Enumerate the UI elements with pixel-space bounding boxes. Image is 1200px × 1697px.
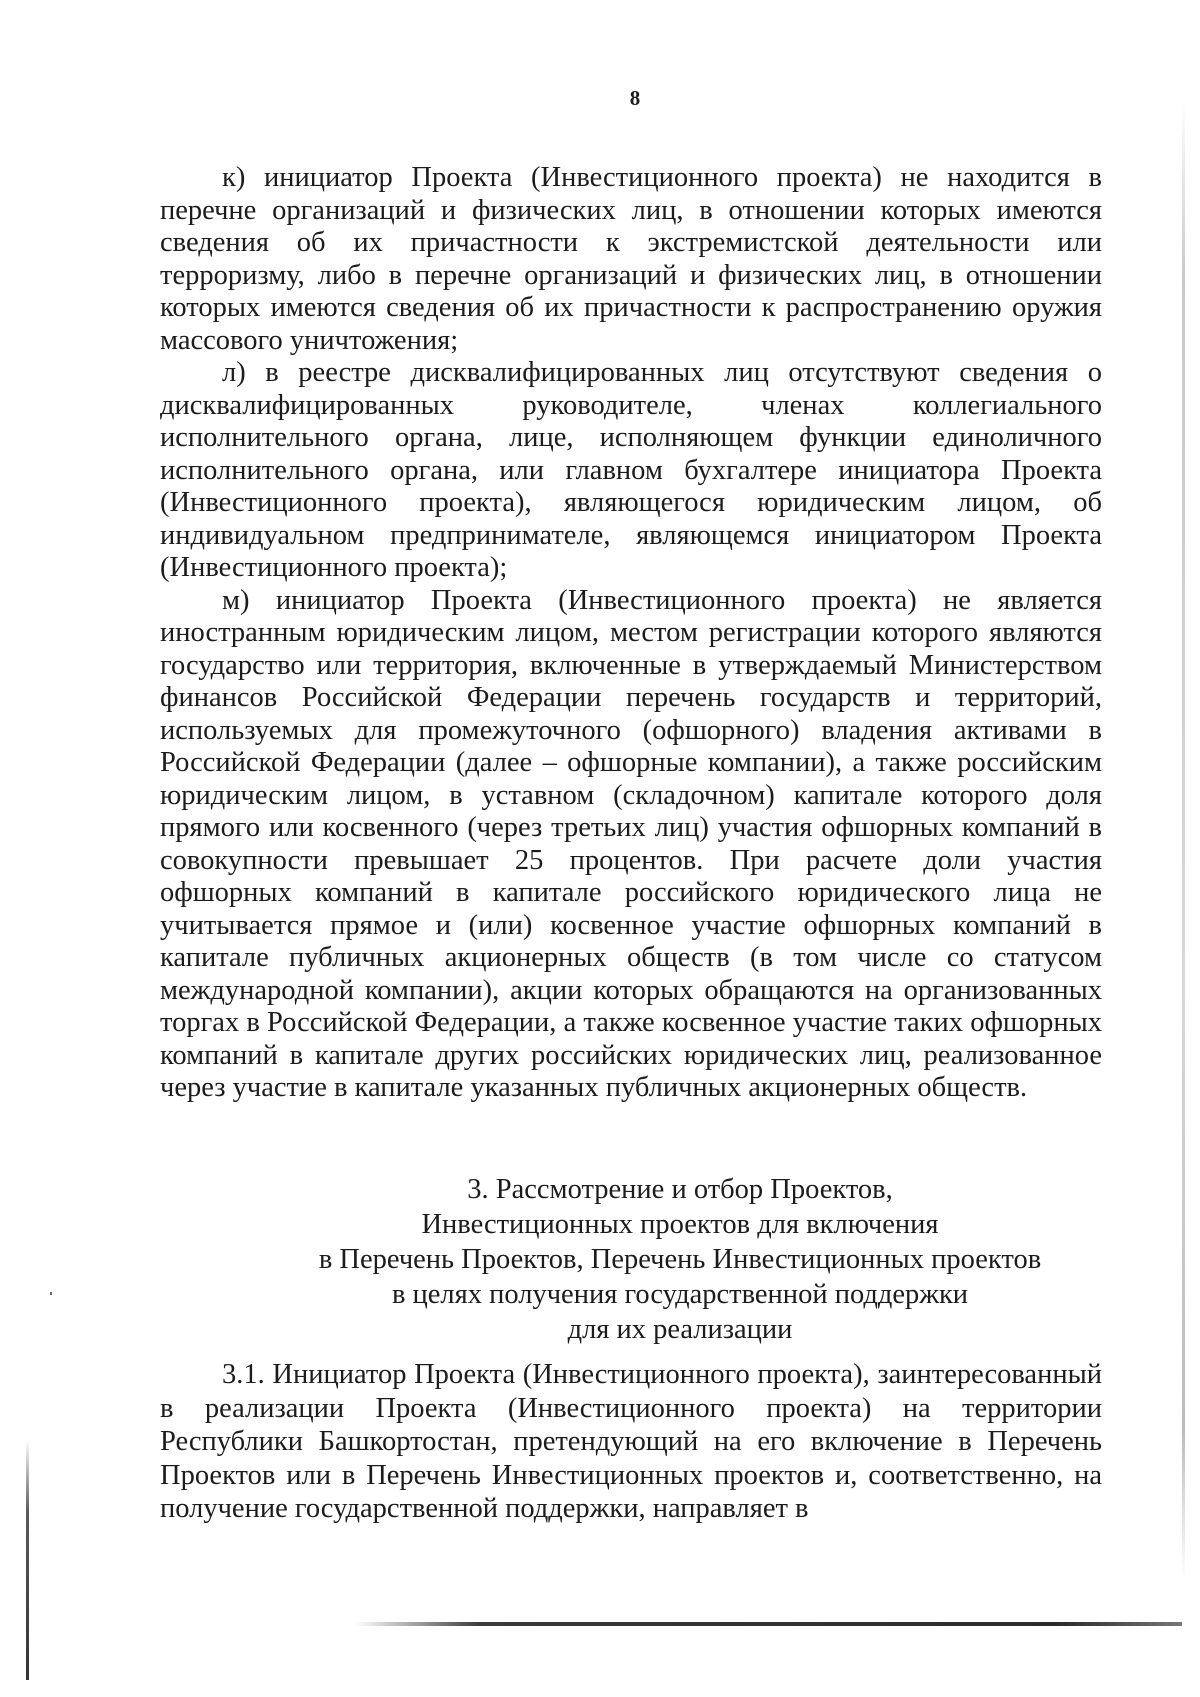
page-number: 8 <box>629 86 641 110</box>
paragraph-3-1: 3.1. Инициатор Проекта (Инвестиционного проекта), заинтересованный в реализации Проекта (Инвестиционного проекта) на территории Республики Башкортостан, претендующий на его включение в Перечень Проектов или в Перечень Инвестиционных проектов и, соответственно, на получение государственной поддержки, направляет в <box>160 1359 1102 1524</box>
section-heading <box>240 1172 1120 1347</box>
scan-edge-right <box>1182 100 1185 1580</box>
section-heading-line-3: в Перечень Проектов, Перечень Инвестиционных проектов <box>318 1244 1042 1275</box>
section-heading-line-5: для их реализации <box>567 1314 793 1345</box>
section-heading-line-2: Инвестиционных проектов для включения <box>421 1209 939 1240</box>
scan-edge-bottom <box>356 1622 1182 1626</box>
section-body <box>160 1358 1102 1526</box>
section-heading-line-4: в целях получения государственной поддержки <box>391 1279 969 1310</box>
scan-speck <box>50 1292 52 1295</box>
paragraph-m: м) инициатор Проекта (Инвестиционного проекта) не является иностранным юридическим лицом, местом регистрации которого являются государство или территория, включенные в утверждаемый Министерством финансов Российской Федерации перечень государств и территорий, используемых для промежуточного (офшорного) владения активами в Российской Федерации (далее – офшорные компании), а также российским юридическим лицом, в уставном (складочном) капитале которого доля прямого или косвенного (через третьих лиц) участия офшорных компаний в совокупности превышает 25 процентов. При расчете доли участия офшорных компаний в капитале российского юридического лица не учитывается прямое и (или) косвенное участие офшорных компаний в капитале публичных акционерных обществ (в том числе со статусом международной компании), акции которых обращаются на организованных торгах в Российской Федерации, а также косвенное участие таких офшорных компаний в капитале других российских юридических лиц, реализованное через участие в капитале указанных публичных акционерных обществ. <box>160 584 1102 1103</box>
paragraph-l: л) в реестре дисквалифицированных лиц отсутствуют сведения о дисквалифицированных руководителе, членах коллегиального исполнительного органа, лице, исполняющем функции единоличного исполнительного органа, или главном бухгалтере инициатора Проекта (Инвестиционного проекта), являющегося юридическим лицом, об индивидуальном предпринимателе, являющемся инициатором Проекта (Инвестиционного проекта); <box>160 357 1102 583</box>
document-body <box>160 162 1102 1105</box>
scan-edge-left <box>26 1440 29 1680</box>
section-heading-line-1: 3. Рассмотрение и отбор Проектов, <box>467 1174 893 1205</box>
paragraph-k: к) инициатор Проекта (Инвестиционного проекта) не находится в перечне организаций и физических лиц, в отношении которых имеются сведения об их причастности к экстремистской деятельности или терроризму, либо в перечне организаций и физических лиц, в отношении которых имеются сведения об их причастности к распространению оружия массового уничтожения; <box>160 162 1102 356</box>
